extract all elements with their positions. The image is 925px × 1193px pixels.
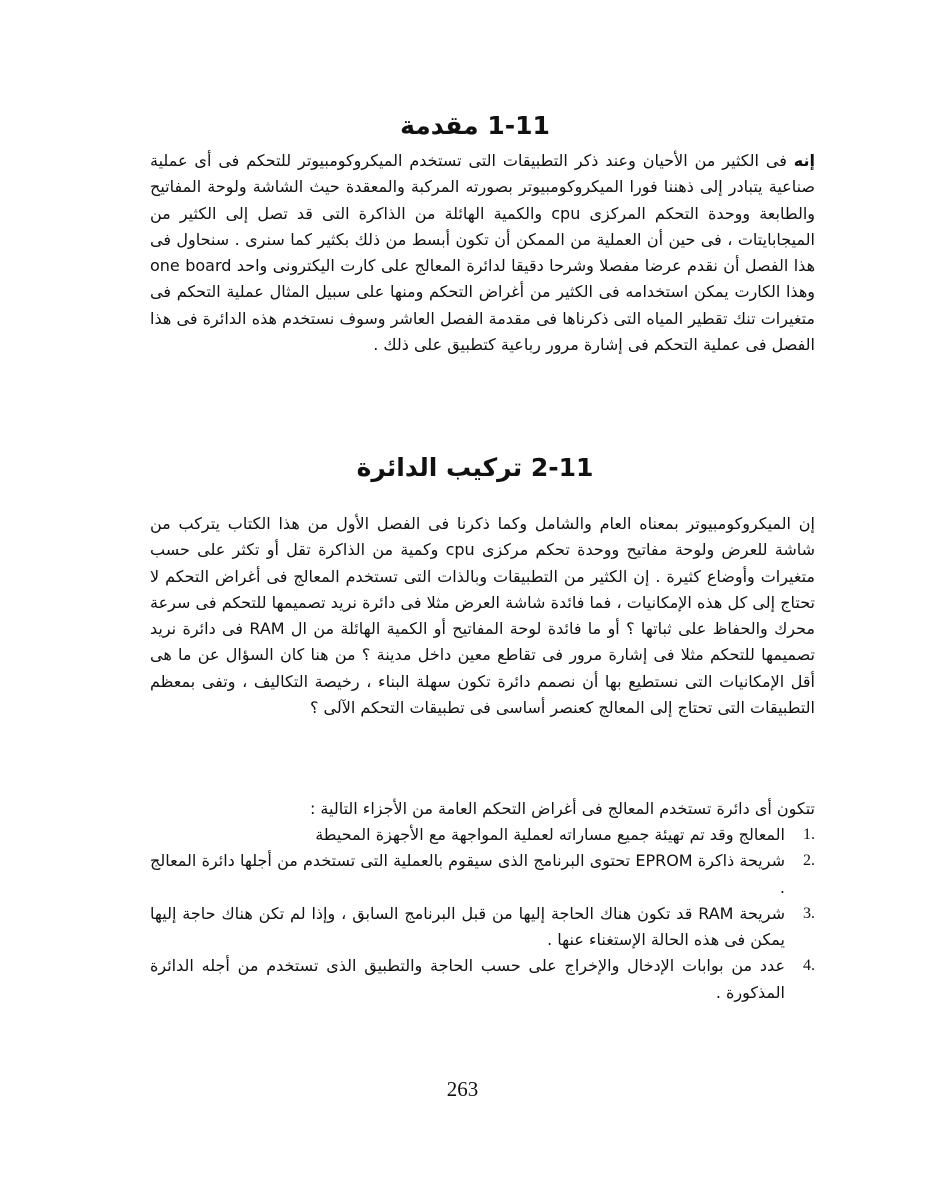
list-item-number: 1. xyxy=(803,826,815,843)
page-number: 263 xyxy=(446,1077,479,1101)
list-item xyxy=(150,822,815,848)
list-item-text: شريحة RAM قد تكون هناك الحاجة إليها من قبل البرنامج السابق ، وإذا لم تكن هناك حاجة إليها يمكن فى هذه الحالة الإستغناء عنها . xyxy=(150,903,785,950)
components-list xyxy=(150,822,815,1006)
list-item-text: عدد من بوابات الإدخال والإخراج على حسب الحاجة والتطبيق الذى تستخدم من أجله الدائرة المذكورة . xyxy=(150,956,785,1002)
list-item-text: شريحة ذاكرة EPROM تحتوى البرنامج الذى سيقوم بالعملية التى تستخدم من أجلها دائرة المعالج . xyxy=(150,851,785,897)
list-item xyxy=(150,901,815,954)
section-heading-introduction: 1-11 مقدمة xyxy=(400,111,550,140)
circuit-structure-paragraph: إن الميكروكومبيوتر بمعناه العام والشامل وكما ذكرنا فى الفصل الأول من هذا الكتاب يتركب من شاشة للعرض ولوحة مفاتيح ووحدة تحكم مركزى cpu وكمية من الذاكرة تقل أو تكثر على حسب متغيرات وأوضاع كثيرة . إن الكثير من التطبيقات وبالذات التى تستخدم المعالج فى أغراض التحكم لا تحتاج إلى كل هذه الإمكانيات ، فما فائدة شاشة العرض مثلا فى دائرة نريد تصميمها للتحكم فى سرعة محرك والحفاظ على ثباتها ؟ أو ما فائدة لوحة المفاتيح أو الكمية الهائلة من ال RAM فى دائرة نريد تصميمها للتحكم مثلا فى إشارة مرور فى تقاطع معين داخل مدينة ؟ من هنا كان السؤال عن ما هى أقل الإمكانيات التى نستطيع بها أن نصمم دائرة تكون سهلة البناء ، رخيصة التكاليف ، وتفى بمعظم التطبيقات التى تحتاج إلى المعالج كعنصر أساسى فى تطبيقات التحكم الآلى ؟ xyxy=(150,514,816,718)
list-item xyxy=(150,848,815,901)
list-item-number: 2. xyxy=(803,852,815,870)
introduction-body: فى الكثير من الأحيان وعند ذكر التطبيقات التى تستخدم الميكروكومبيوتر للتحكم فى أى عملية صناعية يتبادر إلى ذهننا فورا الميكروكومبيوتر بصورته المركبة والمعقدة حيث الشاشة ولوحة المفاتيح والطابعة ووحدة التحكم المركزى cpu والكمية الهائلة من الذاكرة التى قد تصل إلى الكثير من الميجابايتات ، فى حين أن العملية من الممكن أن تكون أبسط من ذلك بكثير كما سنرى . سنحاول فى هذا الفصل أن نقدم عرضا مفصلا وشرحا دقيقا لدائرة المعالج على كارت اليكترونى واحد one board وهذا الكارت يمكن استخدامه فى الكثير من أغراض التحكم ومنها على سبيل المثال عملية التحكم فى متغيرات تنك تقطير المياه التى ذكرناها فى مقدمة الفصل العاشر وسوف نستخدم هذه الدائرة فى هذا الفصل فى عملية التحكم فى إشارة مرور رباعية كتطبيق على ذلك . xyxy=(150,151,816,355)
paragraph-lead-word: إنه xyxy=(793,151,815,170)
section-heading-circuit-structure: 2-11 تركيب الدائرة xyxy=(356,453,594,482)
list-item-number: 3. xyxy=(803,904,815,922)
components-intro: تتكون أى دائرة تستخدم المعالج فى أغراض التحكم العامة من الأجزاء التالية : xyxy=(309,799,815,818)
list-item xyxy=(150,953,815,1006)
list-item-text: المعالج وقد تم تهيئة جميع مساراته لعملية المواجهة مع الأجهزة المحيطة xyxy=(315,825,785,844)
introduction-paragraph xyxy=(150,148,815,358)
list-item-number: 4. xyxy=(803,957,815,975)
